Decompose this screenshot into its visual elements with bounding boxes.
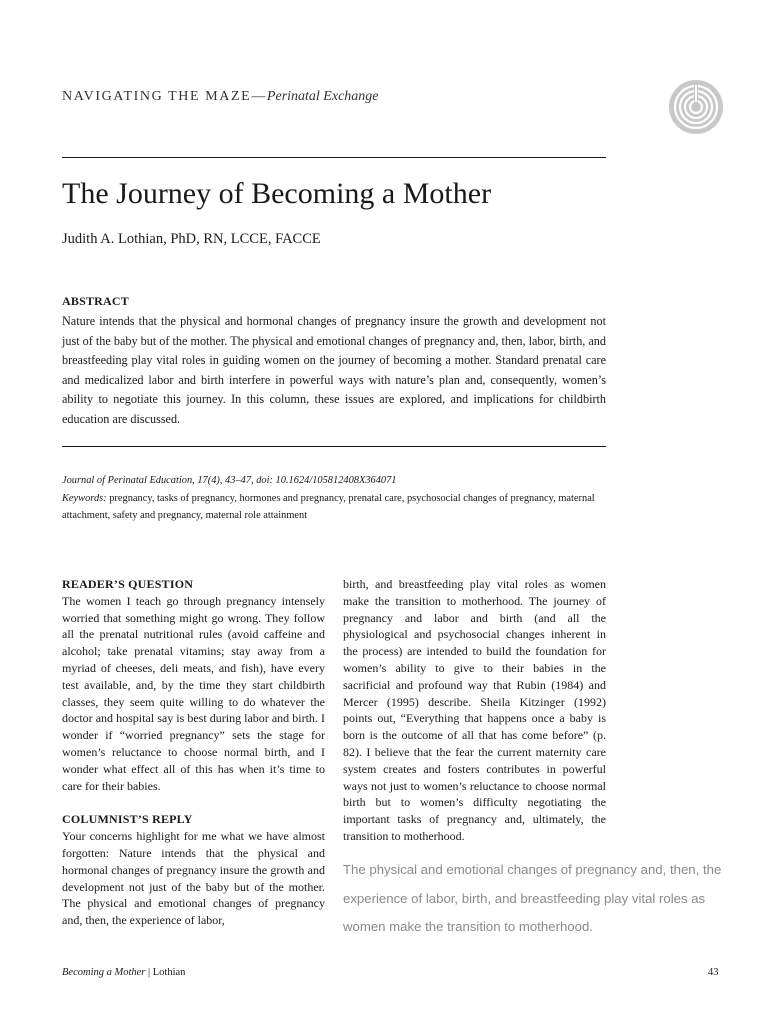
article-author: Judith A. Lothian, PhD, RN, LCCE, FACCE [62, 231, 321, 247]
abstract-heading: ABSTRACT [62, 294, 129, 308]
abstract-body: Nature intends that the physical and hormonal changes of pregnancy insure the growth and development not just of the baby but of the mother. The physical and emotional changes of pregnancy and, then, labor, birth, and breastfeeding play vital roles in guiding women on the journey of becoming a mother. Standard prenatal care and medicalized labor and birth interfere in powerful ways with nature’s plan and, consequently, women’s ability to negotiate this journey. In this column, these issues are explored, and implications for childbirth education are discussed. [62, 314, 606, 426]
keywords-list: pregnancy, tasks of pregnancy, hormones and pregnancy, prenatal care, psychosocial changes of pregnancy, maternal attachment, safety and pregnancy, maternal role attainment [62, 492, 595, 521]
series-name: NAVIGATING THE MAZE— [62, 89, 267, 104]
column-right [343, 576, 606, 845]
abstract-divider [62, 446, 606, 447]
columnist-reply-heading: COLUMNIST’S REPLY [62, 812, 193, 827]
page-number: 43 [708, 967, 719, 978]
labyrinth-icon [668, 79, 724, 135]
columnist-reply-text: Your concerns highlight for me what we have almost forgotten: Nature intends that the physical and hormonal changes of pregnancy insure the growth and development not just of the baby but of the mother. The physical and emotional changes of pregnancy and, then, the experience of labor, [62, 829, 325, 928]
article-metadata [62, 472, 622, 525]
series-subtitle: Perinatal Exchange [266, 89, 379, 104]
body-continuation: birth, and breastfeeding play vital roles as women make the transition to motherhood. The journey of pregnancy and labor and birth (and all the physiological and psychosocial changes inherent in the process) are intended to build the foundation for women’s ability to give to their babies in the sacrificial and profound way that Rubin (1984) and Mercer (1995) describe. Sheila Kitzinger (1992) points out, “Everything that happens once a baby is born is the outcome of all that has come before” (p. 82). I believe that the fear the current maternity care system creates and fosters contributes in powerful ways not just to women’s reluctance to choose normal birth but to women’s difficulty negotiating the important tasks of pregnancy and, ultimately, the transition to motherhood. [343, 577, 606, 843]
readers-question-heading: READER’S QUESTION [62, 577, 194, 591]
journal-citation: Journal of Perinatal Education, 17(4), 43–47, doi: 10.1624/105812408X364071 [62, 475, 397, 486]
running-footer [62, 967, 185, 978]
keywords-label: Keywords: [62, 492, 107, 504]
article-title: The Journey of Becoming a Mother [62, 177, 492, 210]
readers-question-text: The women I teach go through pregnancy intensely worried that something might go wrong. They follow all the prenatal nutritional rules (avoid caffeine and alcohol; take prenatal vitamins; stay away from a myriad of cheeses, deli meats, and fish), have every test available, and, by the time they start childbirth classes, they seem quite willing to do whatever the doctor and hospital say is best during labor and birth. I wonder if “worried pregnancy” sets the stage for women’s reluctance to choose normal birth, and I wonder what effect all of this has when it’s time to care for their babies. [62, 593, 325, 793]
pull-quote: The physical and emotional changes of pregnancy and, then, the experience of labor, birth, and breastfeeding play vital roles as women make the transition to motherhood. [343, 862, 722, 934]
top-divider [62, 157, 606, 158]
running-title: Becoming a Mother [62, 967, 146, 978]
series-heading [62, 89, 379, 105]
footer-separator: | [145, 967, 153, 978]
running-author: Lothian [152, 967, 186, 978]
column-left [62, 576, 325, 929]
